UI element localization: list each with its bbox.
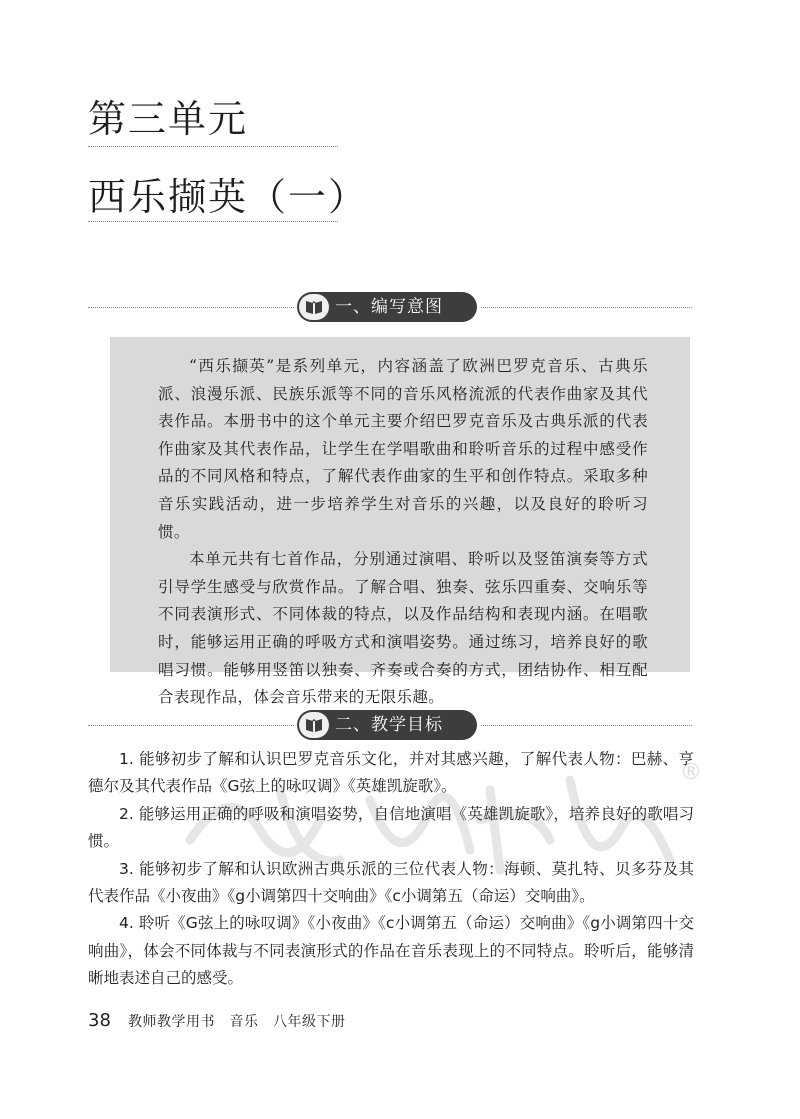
goal-item: 4. 聆听《G弦上的咏叹调》《小夜曲》《c小调第五（命运）交响曲》《g小调第四十交响曲》，体会不同体裁与不同表演形式的作品在音乐表现上的不同特点。聆听后，能够清晰地表述自己的感受。 — [88, 914, 694, 988]
unit-number: 第三单元 — [88, 97, 249, 141]
section-label-pill — [297, 710, 477, 740]
unit-title-divider — [88, 146, 338, 147]
section-header-goals — [88, 709, 692, 741]
section-label: 一、编写意图 — [335, 297, 443, 317]
goal-item: 2. 能够运用正确的呼吸和演唱姿势，自信地演唱《英雄凯旋歌》，培养良好的歌唱习惯。 — [88, 804, 694, 851]
book-icon — [299, 712, 329, 738]
book-icon — [299, 294, 329, 320]
section-header-intent — [88, 291, 692, 323]
intent-paragraph: 本单元共有七首作品，分别通过演唱、聆听以及竖笛演奏等方式引导学生感受与欣赏作品。了解合唱、独奏、弦乐四重奏、交响乐等不同表演形式、不同体裁的特点，以及作品结构和表现内涵。在唱歌时，能够运用正确的呼吸方式和演唱姿势。通过练习，培养良好的歌唱习惯。能够用竖笛以独奏、齐奏或合奏的方式，团结协作、相互配合表现作品，体会音乐带来的无限乐趣。 — [158, 550, 648, 707]
section-label-pill — [297, 292, 477, 322]
page-footer — [88, 1010, 346, 1031]
page-number: 38 — [88, 1010, 111, 1031]
section-label: 二、教学目标 — [335, 715, 443, 735]
intent-box — [110, 337, 690, 707]
intent-paragraph: “西乐撷英”是系列单元，内容涵盖了欧洲巴罗克音乐、古典乐派、浪漫乐派、民族乐派等不同的音乐风格流派的代表作曲家及其代表作品。本册书中的这个单元主要介绍巴罗克音乐及古典乐派的代表作曲家及其代表作品，让学生在学唱歌曲和聆听音乐的过程中感受作品的不同风格和特点，了解代表作曲家的生平和创作特点。采取多种音乐实践活动，进一步培养学生对音乐的兴趣，以及良好的聆听习惯。 — [158, 357, 648, 541]
unit-title: 西乐撷英（一） — [88, 175, 369, 219]
goal-item: 3. 能够初步了解和认识欧洲古典乐派的三位代表人物：海顿、莫扎特、贝多芬及其代表作品《小夜曲》《g小调第四十交响曲》《c小调第五（命运）交响曲》。 — [88, 859, 694, 906]
book-info: 教师教学用书 音乐 八年级下册 — [128, 1014, 346, 1030]
goal-item: 1. 能够初步了解和认识巴罗克音乐文化，并对其感兴趣，了解代表人物：巴赫、亨德尔及其代表作品《G弦上的咏叹调》《英雄凯旋歌》。 — [88, 750, 694, 796]
goals-list — [88, 746, 694, 993]
registered-mark: ® — [680, 760, 702, 785]
unit-subtitle-divider — [88, 221, 338, 222]
